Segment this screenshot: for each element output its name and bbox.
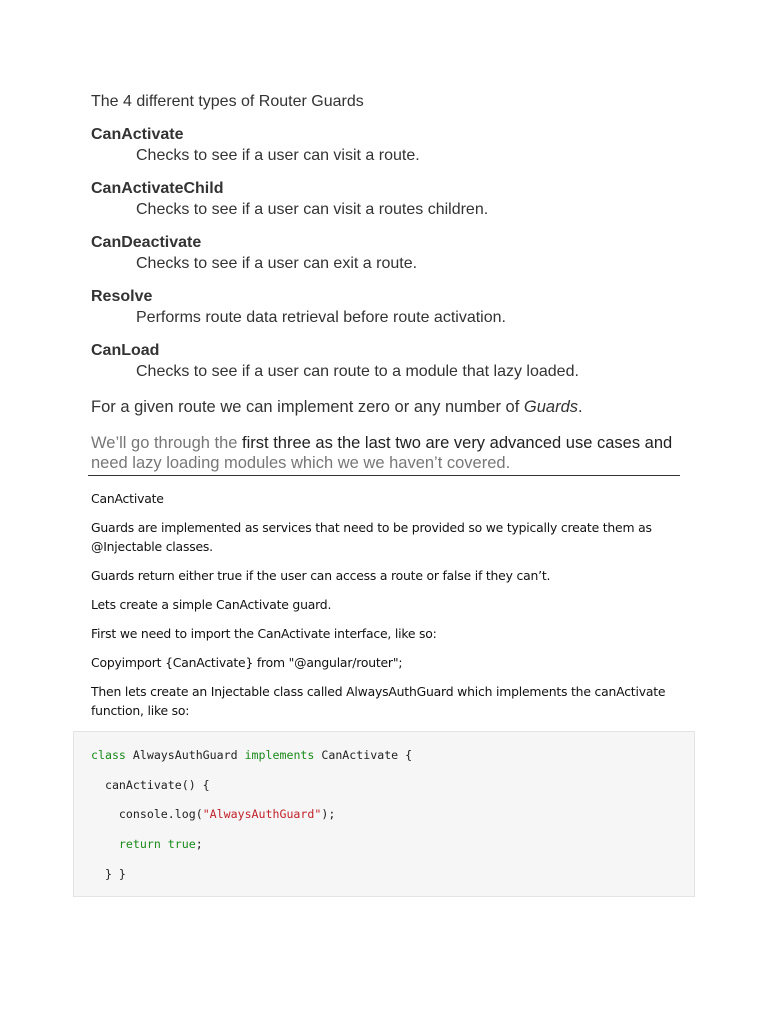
- guard-list: [91, 125, 711, 395]
- note-part: We’ll go through the: [91, 434, 243, 452]
- code-text: [91, 837, 119, 851]
- code-line: } }: [91, 867, 126, 881]
- summary-text: [91, 398, 583, 417]
- intro-title: The 4 different types of Router Guards: [91, 93, 364, 110]
- article-heading: CanActivate: [91, 491, 164, 506]
- note-part: need lazy loading modules which we we haven’t covered.: [91, 454, 511, 472]
- article-paragraph: Guards are implemented as services that need to be provided so we typically create them as @Injectable classes.: [91, 520, 652, 554]
- guard-name: CanLoad: [91, 342, 160, 359]
- summary-text-end: .: [578, 398, 583, 416]
- guard-description: Checks to see if a user can visit a route.: [136, 147, 420, 164]
- article-body: [91, 489, 691, 730]
- code-keyword: implements: [244, 748, 315, 762]
- note-part: first three as the last two are very advanced use cases: [242, 434, 641, 452]
- guard-name: CanActivate: [91, 126, 184, 143]
- code-block: [73, 731, 695, 897]
- guard-item: [91, 179, 711, 221]
- guard-description: Performs route data retrieval before route activation.: [136, 309, 506, 326]
- guard-item: [91, 341, 711, 383]
- code-keyword: true: [167, 837, 196, 851]
- guard-item: [91, 233, 711, 275]
- code-text: AlwaysAuthGuard: [125, 748, 245, 762]
- code-string: "AlwaysAuthGuard": [202, 807, 322, 821]
- code-text: console.log(: [91, 807, 203, 821]
- guard-name: Resolve: [91, 288, 153, 305]
- article-paragraph: Then lets create an Injectable class called AlwaysAuthGuard which implements the canActivate function, like so:: [91, 684, 666, 718]
- article-paragraph: First we need to import the CanActivate interface, like so:: [91, 626, 437, 641]
- code-keyword: return: [118, 837, 161, 851]
- article-paragraph: Guards return either true if the user can access a route or false if they can’t.: [91, 568, 551, 583]
- section-divider: [88, 475, 680, 476]
- guard-description: Checks to see if a user can visit a routes children.: [136, 201, 489, 218]
- guard-description: Checks to see if a user can exit a route.: [136, 255, 418, 272]
- article-paragraph: Lets create a simple CanActivate guard.: [91, 597, 332, 612]
- code-text: [161, 837, 168, 851]
- code-text: );: [321, 807, 336, 821]
- code-keyword: class: [91, 748, 126, 762]
- note-part: and: [644, 434, 673, 452]
- note-text: [91, 433, 681, 473]
- guard-item: [91, 125, 711, 167]
- code-text: CanActivate {: [314, 748, 413, 762]
- article-paragraph: Copyimport {CanActivate} from "@angular/router";: [91, 655, 403, 670]
- code-line: [91, 748, 412, 762]
- code-line: [91, 807, 335, 821]
- summary-text-start: For a given route we can implement zero or any number of: [91, 398, 524, 416]
- code-text: ;: [195, 837, 203, 851]
- guard-description: Checks to see if a user can route to a module that lazy loaded.: [136, 363, 579, 380]
- guard-name: CanDeactivate: [91, 234, 202, 251]
- guard-item: [91, 287, 711, 329]
- code-line: canActivate() {: [91, 778, 210, 792]
- code-line: [91, 837, 203, 851]
- summary-emphasis: Guards: [523, 398, 578, 416]
- guard-name: CanActivateChild: [91, 180, 224, 197]
